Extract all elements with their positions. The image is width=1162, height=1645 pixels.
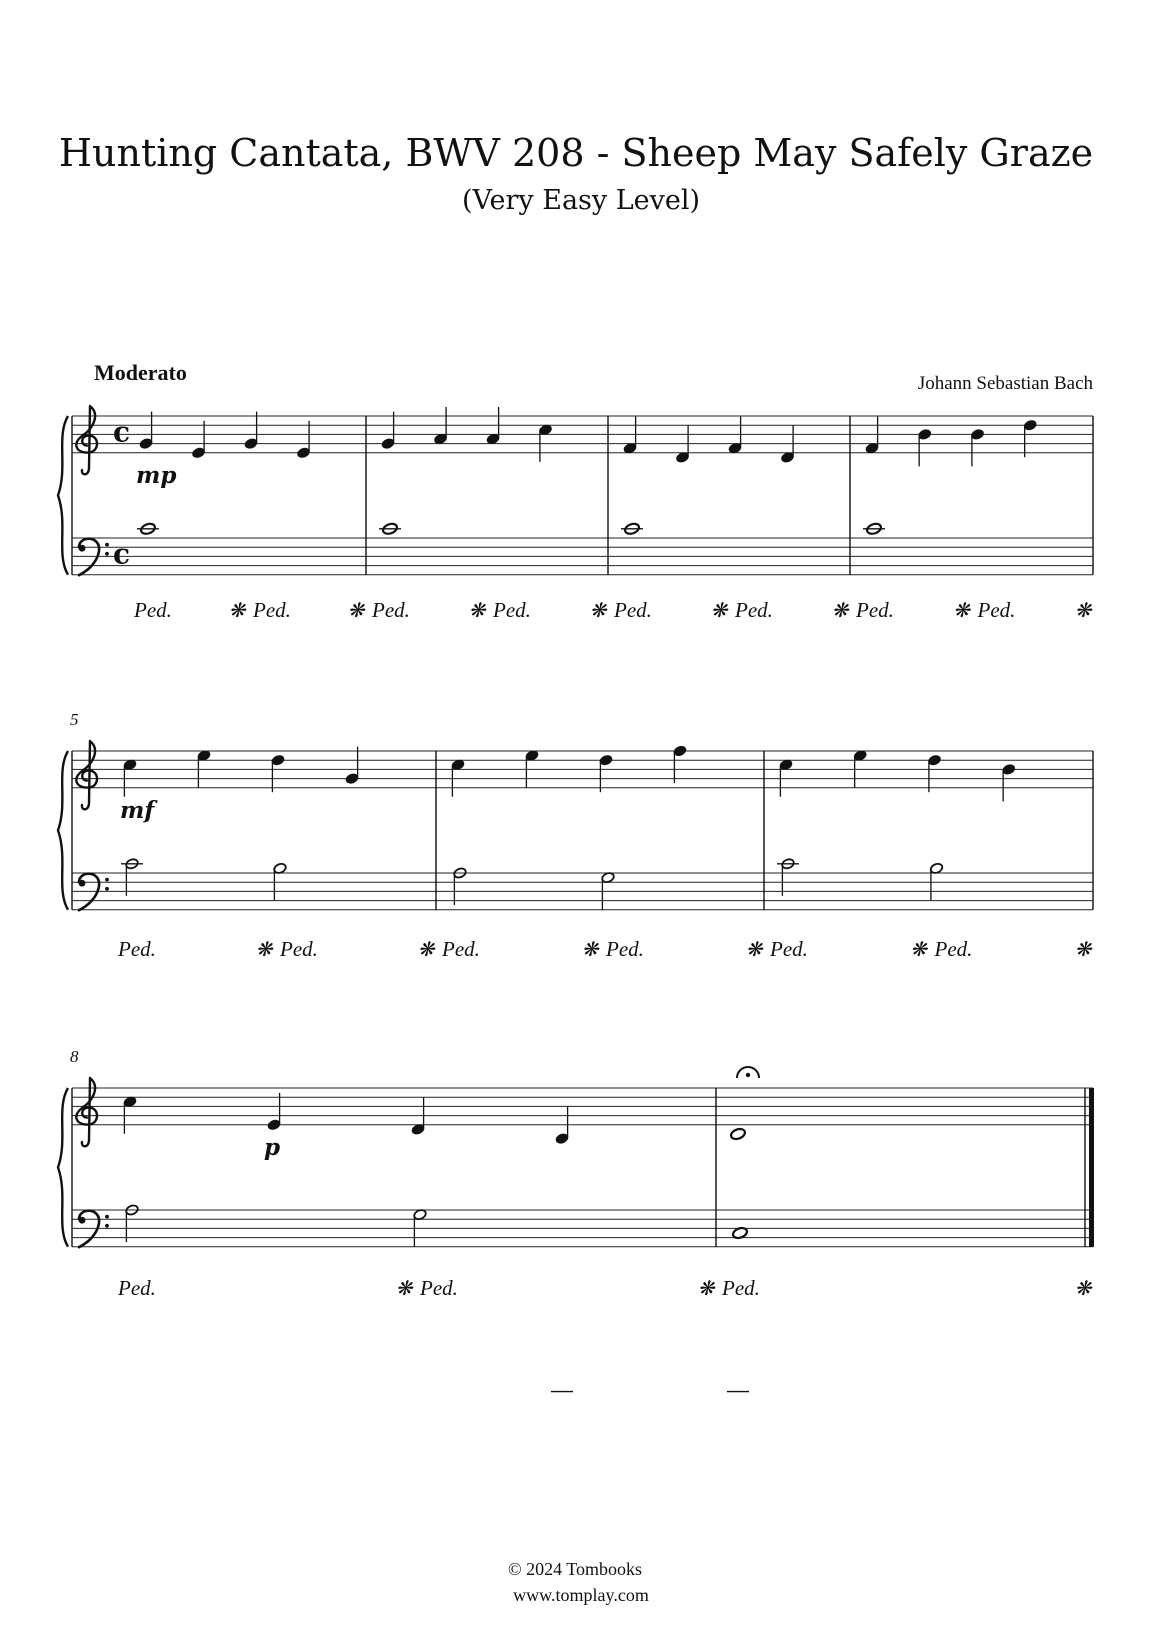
bass-clef-dot xyxy=(79,880,86,887)
pedal-release-icon: ❋ xyxy=(395,1278,413,1300)
whole-note xyxy=(730,1127,747,1141)
footer-website: www.tomplay.com xyxy=(513,1585,649,1605)
bass-clef-dot xyxy=(105,878,109,882)
pedal-release-icon: ❋ xyxy=(589,600,607,622)
pedal-release-icon: ❋ xyxy=(745,939,763,961)
bass-clef-icon xyxy=(79,1211,99,1248)
grand-staff-brace xyxy=(58,1088,68,1247)
dynamic-marking: mp xyxy=(136,461,177,489)
composer-name: Johann Sebastian Bach xyxy=(917,373,1093,394)
grand-staff-brace xyxy=(58,751,68,910)
pedal-down-mark: Ped. xyxy=(722,1276,760,1300)
grand-staff-brace xyxy=(58,416,68,575)
pedal-release-icon: ❋ xyxy=(710,600,728,622)
bass-clef-dot xyxy=(79,1217,86,1224)
pedal-down-mark: Ped. xyxy=(856,598,894,622)
pedal-release-icon: ❋ xyxy=(910,939,927,961)
pedal-release-icon: ❋ xyxy=(228,600,246,622)
pedal-down-mark: Ped. xyxy=(735,598,773,622)
tempo-marking: Moderato xyxy=(94,360,187,385)
bass-clef-dot xyxy=(105,1224,109,1228)
system-2 xyxy=(58,710,1093,961)
pedal-down-mark: Ped. xyxy=(977,598,1016,622)
dynamic-marking: mf xyxy=(120,796,155,824)
time-signature-treble: c xyxy=(113,415,131,449)
pedal-release-icon: ❋ xyxy=(581,939,599,961)
piece-title: Hunting Cantata, BWV 208 - Sheep May Safely Graze xyxy=(58,131,1094,175)
pedal-release-icon: ❋ xyxy=(347,600,365,622)
pedal-down-mark: Ped. xyxy=(372,598,410,622)
piece-subtitle: (Very Easy Level) xyxy=(461,185,701,216)
pedal-down-mark: Ped. xyxy=(134,598,172,622)
pedal-down-mark: Ped. xyxy=(606,937,644,961)
pedal-down-mark: Ped. xyxy=(493,598,531,622)
music-score xyxy=(58,406,1094,1392)
pedal-release-icon: ❋ xyxy=(255,939,273,961)
pedal-down-mark: Ped. xyxy=(280,937,318,961)
pedal-release-icon: ❋ xyxy=(417,939,435,961)
footer-copyright: © 2024 Tombooks xyxy=(507,1559,643,1579)
pedal-release-icon: ❋ xyxy=(1074,1278,1092,1300)
bass-clef-dot xyxy=(105,543,109,547)
measure-number: 5 xyxy=(70,710,79,729)
pedal-down-mark: Ped. xyxy=(420,1276,458,1300)
system-1 xyxy=(58,406,1093,622)
system-3 xyxy=(58,1047,1094,1392)
pedal-down-mark: Ped. xyxy=(770,937,808,961)
fermata-dot xyxy=(746,1073,750,1077)
pedal-release-icon: ❋ xyxy=(468,600,486,622)
bass-clef-dot xyxy=(105,552,109,556)
pedal-release-icon: ❋ xyxy=(1074,939,1092,961)
bass-clef-dot xyxy=(105,1215,109,1219)
pedal-release-icon: ❋ xyxy=(831,600,849,622)
pedal-release-icon: ❋ xyxy=(697,1278,715,1300)
bass-clef-dot xyxy=(79,545,86,552)
time-signature-bass: c xyxy=(113,537,131,571)
pedal-down-mark: Ped. xyxy=(118,1276,156,1300)
bass-clef-dot xyxy=(105,887,109,891)
final-barline-thick xyxy=(1089,1088,1094,1247)
pedal-down-mark: Ped. xyxy=(934,937,973,961)
pedal-release-icon: ❋ xyxy=(1074,600,1092,622)
pedal-release-icon: ❋ xyxy=(953,600,970,622)
dynamic-marking: p xyxy=(264,1133,281,1161)
bass-clef-icon xyxy=(79,874,99,911)
pedal-down-mark: Ped. xyxy=(614,598,652,622)
bass-clef-icon xyxy=(79,539,99,576)
pedal-down-mark: Ped. xyxy=(118,937,156,961)
pedal-down-mark: Ped. xyxy=(442,937,480,961)
measure-number: 8 xyxy=(70,1047,79,1066)
pedal-down-mark: Ped. xyxy=(253,598,291,622)
